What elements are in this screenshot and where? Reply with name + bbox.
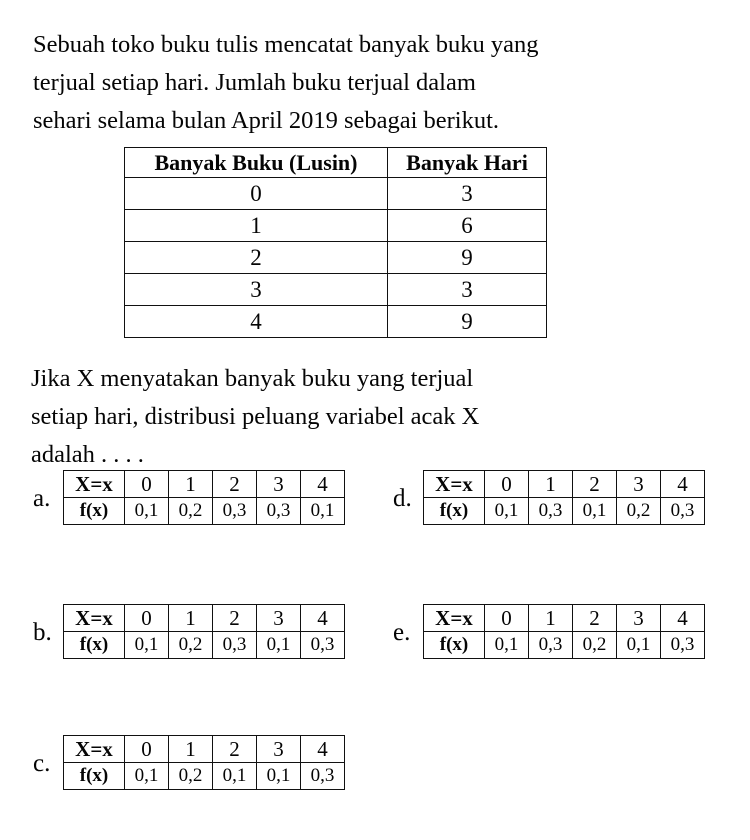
intro-line-3 [33,102,681,140]
option-e-table [423,604,705,659]
option-e-f-cell: 0,3 [529,632,573,659]
frequency-cell-days: 9 [388,242,547,274]
option-a-x-cell: 0 [125,471,169,498]
answer-option-a[interactable] [33,470,345,525]
frequency-table-header-books: Banyak Buku (Lusin) [125,148,388,178]
option-b-label: b. [33,619,52,646]
option-a-f-cell: 0,1 [125,498,169,525]
stem-line-2 [31,398,681,436]
answer-option-d[interactable] [393,470,705,525]
option-c-x-cell: 2 [213,736,257,763]
option-c-f-cell: 0,3 [301,763,345,790]
option-d-row-header-x: X=x [424,471,485,498]
option-a-f-cell: 0,1 [301,498,345,525]
option-b-x-cell: 1 [169,605,213,632]
option-d-f-cell: 0,1 [573,498,617,525]
frequency-cell-books: 3 [125,274,388,306]
option-b-row-header-x: X=x [64,605,125,632]
frequency-cell-days: 6 [388,210,547,242]
option-c-row-header-x: X=x [64,736,125,763]
option-b-x-cell: 0 [125,605,169,632]
option-d-x-cell: 3 [617,471,661,498]
option-e-x-cell: 3 [617,605,661,632]
option-c-x-cell: 3 [257,736,301,763]
option-b-x-cell: 3 [257,605,301,632]
table-row [125,242,547,274]
option-a-x-cell: 3 [257,471,301,498]
option-d-x-cell: 1 [529,471,573,498]
option-d-f-cell: 0,2 [617,498,661,525]
option-c-row-header-f: f(x) [64,763,125,790]
option-c-label: c. [33,750,51,777]
option-a-f-cell: 0,3 [213,498,257,525]
table-row [64,632,345,659]
option-d-x-cell: 0 [485,471,529,498]
option-b-f-cell: 0,2 [169,632,213,659]
table-row [424,498,705,525]
option-a-row-header-f: f(x) [64,498,125,525]
option-d-f-cell: 0,1 [485,498,529,525]
table-row [64,498,345,525]
option-e-x-cell: 1 [529,605,573,632]
option-b-x-cell: 2 [213,605,257,632]
option-c-f-cell: 0,1 [257,763,301,790]
option-d-f-cell: 0,3 [661,498,705,525]
option-c-f-cell: 0,2 [169,763,213,790]
frequency-table-header-row [125,148,547,178]
stem-line-3 [31,436,681,474]
option-b-x-cell: 4 [301,605,345,632]
question-stem [31,360,681,474]
answer-option-c[interactable] [33,735,345,790]
table-row [64,471,345,498]
intro-line-2 [33,64,681,102]
answer-option-e[interactable] [393,604,705,659]
option-e-label: e. [393,619,411,646]
frequency-cell-days: 3 [388,274,547,306]
table-row [64,736,345,763]
table-row [424,632,705,659]
option-e-f-cell: 0,2 [573,632,617,659]
option-d-x-cell: 4 [661,471,705,498]
option-d-table [423,470,705,525]
option-e-f-cell: 0,1 [485,632,529,659]
table-row [125,178,547,210]
frequency-cell-books: 0 [125,178,388,210]
option-b-f-cell: 0,1 [257,632,301,659]
option-e-x-cell: 2 [573,605,617,632]
option-c-f-cell: 0,1 [213,763,257,790]
option-b-row-header-f: f(x) [64,632,125,659]
intro-line-1 [33,26,681,64]
table-row [64,605,345,632]
frequency-cell-days: 9 [388,306,547,338]
option-a-x-cell: 2 [213,471,257,498]
option-b-f-cell: 0,1 [125,632,169,659]
frequency-cell-days: 3 [388,178,547,210]
option-e-f-cell: 0,3 [661,632,705,659]
table-row [424,605,705,632]
option-c-x-cell: 0 [125,736,169,763]
option-a-x-cell: 4 [301,471,345,498]
table-row [125,210,547,242]
answer-option-b[interactable] [33,604,345,659]
stem-line-3-text: adalah . . . . [31,441,144,468]
frequency-table [124,147,547,338]
option-e-row-header-f: f(x) [424,632,485,659]
option-e-x-cell: 0 [485,605,529,632]
option-b-f-cell: 0,3 [301,632,345,659]
option-a-f-cell: 0,3 [257,498,301,525]
option-a-row-header-x: X=x [64,471,125,498]
option-a-table [63,470,345,525]
problem-intro-paragraph [33,26,681,140]
option-a-f-cell: 0,2 [169,498,213,525]
option-a-label: a. [33,485,51,512]
intro-line-3-text: sehari selama bulan April 2019 sebagai berikut. [33,107,500,134]
stem-line-2-text: setiap hari, distribusi peluang variabel acak X [31,403,480,430]
option-c-table [63,735,345,790]
option-e-row-header-x: X=x [424,605,485,632]
option-d-row-header-f: f(x) [424,498,485,525]
table-row [64,763,345,790]
stem-line-1-text: Jika X menyatakan banyak buku yang terjual [31,365,474,392]
stem-line-1 [31,360,681,398]
table-row [125,274,547,306]
option-d-x-cell: 2 [573,471,617,498]
table-row [424,471,705,498]
intro-line-1-text: Sebuah toko buku tulis mencatat banyak buku yang [33,31,539,58]
option-e-f-cell: 0,1 [617,632,661,659]
frequency-cell-books: 1 [125,210,388,242]
option-c-x-cell: 1 [169,736,213,763]
option-a-x-cell: 1 [169,471,213,498]
option-b-table [63,604,345,659]
option-b-f-cell: 0,3 [213,632,257,659]
option-e-x-cell: 4 [661,605,705,632]
frequency-cell-books: 2 [125,242,388,274]
option-d-f-cell: 0,3 [529,498,573,525]
option-c-x-cell: 4 [301,736,345,763]
table-row [125,306,547,338]
frequency-cell-books: 4 [125,306,388,338]
frequency-table-header-days: Banyak Hari [388,148,547,178]
intro-line-2-text: terjual setiap hari. Jumlah buku terjual dalam [33,69,476,96]
option-d-label: d. [393,485,412,512]
option-c-f-cell: 0,1 [125,763,169,790]
